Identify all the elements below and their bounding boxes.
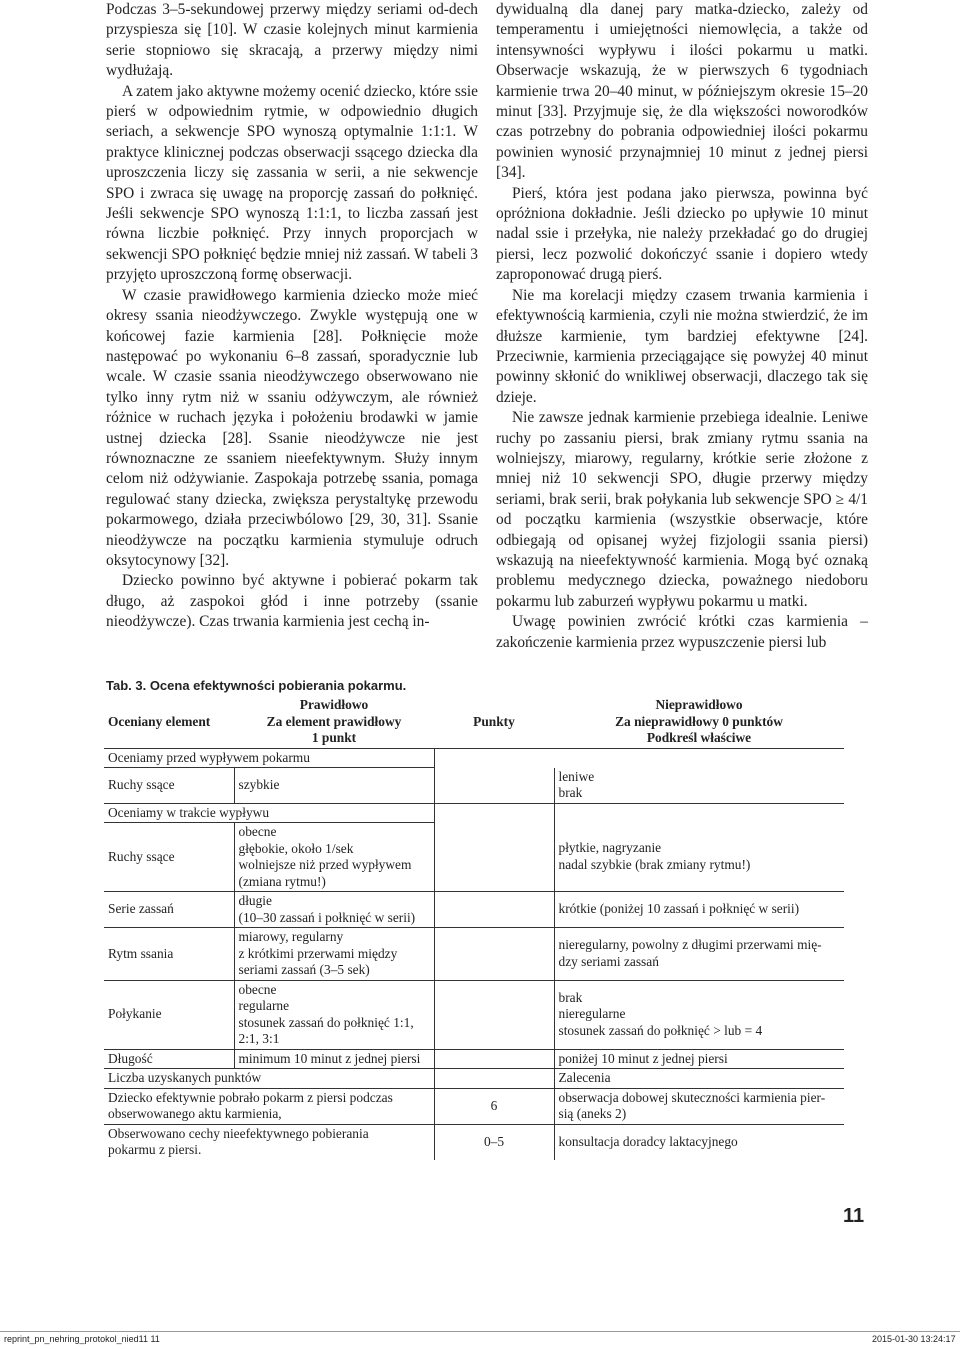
row-element: Długość	[104, 1049, 234, 1069]
paragraph: W czasie prawidłowego karmienia dziecko może mieć okresy ssania nieodżywczego. Zwykle występują one w końcowej fazie karmienia [28]. Połknięcie może następować po wykonaniu 6–8 zassań, sporadycznie lub wcale. W czasie ssania nieodżywczego obserwowano nie tylko inny rytm niż w ssaniu odżywczym, ale również różnice w ruchach języka i położeniu brodawki w jamie ustnej dziecka [28]. Ssanie nieodżywcze nie jest równoznaczne ze ssaniem nieefektywnym. Służy innym celom niż odżywianie. Zaspokaja potrzebę ssania, pomaga regulować stany dziecka, zwiększa perystaltykę przewodu pokarmowego, działa przeciwbólowo [29, 30, 31]. Ssanie nieodżywcze na początku karmienia stymuluje odruch oksytocynowy [32].	[106, 286, 478, 569]
recommendation-label: Zalecenia	[558, 1070, 611, 1085]
table-row	[104, 1049, 844, 1069]
outcome-recommendation: obserwacja dobowej skuteczności karmienia pier- sią (aneks 2)	[558, 1089, 826, 1121]
outcome-row	[104, 1088, 844, 1124]
row-incorrect: nieregularny, powolny z długimi przerwami mię- dzy seriami zassań	[558, 937, 822, 969]
row-correct: długie (10–30 zassań i połknięć w serii)	[234, 892, 434, 928]
row-correct: miarowy, regularny z krótkimi przerwami między seriami zassań (3–5 sek)	[234, 928, 434, 981]
paragraph: Uwagę powinien zwrócić krótki czas karmienia – zakończenie karmienia przez wypuszczenie piersi lub	[496, 613, 868, 651]
outcome-text: Obserwowano cechy nieefektywnego pobierania pokarmu z piersi.	[104, 1124, 434, 1160]
paragraph: Nie zawsze jednak karmienie przebiega idealnie. Leniwe ruchy po zassaniu piersi, brak zmiany rytmu ssania na wolniejszy, miarowy, regularny, krótkie serie złożone z mniej niż 10 sekwencji SPO, długie przerwy między seriami, brak serii, brak połykania lub sekwencje SPO ≥ 4/1 od początku karmienia (wszystkie obserwacje, które odbiegają od opisanej wyżej fizjologii ssania piersi) wskazują na nieefektywność karmienia. Mogą być oznaką problemu medycznego dziecka, poważnego niedoboru pokarmu lub zaburzeń wypływu pokarmu u matki.	[496, 409, 868, 610]
row-element: Rytm ssania	[104, 928, 234, 981]
outcome-points: 6	[434, 1088, 554, 1124]
left-text-column	[106, 0, 478, 633]
outcome-row	[104, 1124, 844, 1160]
paragraph: dywidualną dla danej pary matka-dziecko, zależy od temperamentu i umiejętności niemowlęcia, a także od intensywności wypływu i ilości pokarmu u matki. Obserwacje wskazują, że w pierwszych 6 tygodniach karmienie trwa 20–40 minut, w późniejszym okresie 15–20 minut [33]. Przyjmuje się, że dla większości noworodków czas potrzebny do pobrania odpowiedniej ilości pokarmu powinien wynosić przynajmniej 10 minut z jednej piersi [34].	[496, 1, 868, 182]
footer-divider	[0, 1331, 960, 1332]
header-element: Oceniany element	[108, 713, 211, 729]
header-points: Punkty	[473, 713, 515, 729]
row-incorrect: krótkie (poniżej 10 zassań i połknięć w serii)	[558, 901, 800, 917]
outcome-recommendation: konsultacja doradcy laktacyjnego	[558, 1133, 738, 1149]
right-text-column	[496, 0, 868, 653]
evaluation-table	[104, 696, 844, 1160]
score-header-row	[104, 1069, 844, 1089]
table-row	[104, 823, 844, 892]
row-incorrect: brak nieregularne stosunek zassań do połknięć > lub = 4	[558, 989, 763, 1038]
section-row	[104, 803, 844, 823]
header-correct: Prawidłowo Za element prawidłowy 1 punkt	[266, 697, 402, 745]
table-row	[104, 928, 844, 981]
row-correct: szybkie	[234, 768, 434, 804]
table-row	[104, 980, 844, 1049]
footer-timestamp: 2015-01-30 13:24:17	[872, 1334, 956, 1344]
row-incorrect: leniwe brak	[558, 768, 595, 800]
outcome-points: 0–5	[434, 1124, 554, 1160]
paragraph: Nie ma korelacji między czasem trwania karmienia i efektywnością karmienia, czyli nie można stwierdzić, że im dłuższe karmienie, tym bardziej efektywne [24]. Przeciwnie, karmienia przeciągające się powyżej 40 minut powinny skłonić do wnikliwej obserwacji, dlaczego tak się dzieje.	[496, 286, 868, 406]
section-before-label: Oceniamy przed wypływem pokarmu	[104, 748, 434, 768]
section-row	[104, 748, 844, 768]
paragraph: Pierś, która jest podana jako pierwsza, powinna być opróżniona dokładnie. Jeśli dziecko po upływie 10 minut nadal ssie i przełyka, nie należy przekładać go do drugiej piersi, lecz pozwolić dokończyć ssanie i dopiero wtedy zaproponować drugą pierś.	[496, 184, 868, 284]
paragraph: Podczas 3–5-sekundowej przerwy między seriami od-dech przyspiesza się [10]. W czasie kolejnych minut karmienia serie stopniowo się skracają, a przerwy między nimi wydłużają.	[106, 1, 478, 80]
table-header-row	[104, 696, 844, 748]
outcome-text: Dziecko efektywnie pobrało pokarm z piersi podczas obserwowanego aktu karmienia,	[104, 1088, 434, 1124]
header-incorrect: Nieprawidłowo Za nieprawidłowy 0 punktów Podkreśl właściwe	[615, 697, 783, 745]
row-correct: minimum 10 minut z jednej piersi	[234, 1049, 434, 1069]
row-element: Ruchy ssące	[104, 768, 234, 804]
footer-filename: reprint_pn_nehring_protokol_nied11 11	[4, 1334, 160, 1344]
paragraph: Dziecko powinno być aktywne i pobierać pokarm tak długo, aż zaspokoi głód i inne potrzeby (ssanie nieodżywcze). Czas trwania karmienia jest cechą in-	[106, 572, 478, 631]
table-row	[104, 768, 844, 804]
paragraph: A zatem jako aktywne możemy ocenić dziecko, które ssie pierś w odpowiednim rytmie, w odpowiednio długich seriach, a sekwencje SPO wynoszą optymalnie 1:1:1. W praktyce klinicznej podczas obserwacji ssącego dziecka dla uproszczenia liczy się zassania w serii, a nie sekwencje SPO i zwraca się uwagę na proporcję zassań do połknięć. Jeśli sekwencje SPO wynoszą 1:1:1, to liczba zassań jest równa liczbie połknięć. Przy innych proporcjach w sekwencji SPO połknięć będzie mniej niż zassań. W tabeli 3 przyjęto uproszczoną formę obserwacji.	[106, 82, 478, 284]
row-correct: obecne głębokie, około 1/sek wolniejsze niż przed wypływem (zmiana rytmu!)	[234, 823, 434, 892]
row-element: Serie zassań	[104, 892, 234, 928]
row-element: Połykanie	[104, 980, 234, 1049]
row-element: Ruchy ssące	[104, 823, 234, 892]
section-during-label: Oceniamy w trakcie wypływu	[104, 803, 434, 823]
page-number: 11	[843, 1205, 865, 1227]
row-incorrect: płytkie, nagryzanie nadal szybkie (brak zmiany rytmu!)	[558, 840, 751, 872]
score-label: Liczba uzyskanych punktów	[104, 1069, 434, 1089]
table-row	[104, 892, 844, 928]
row-correct: obecne regularne stosunek zassań do połknięć 1:1, 2:1, 3:1	[234, 980, 434, 1049]
row-incorrect: poniżej 10 minut z jednej piersi	[558, 1050, 728, 1066]
table-caption: Tab. 3. Ocena efektywności pobierania pokarmu.	[106, 678, 407, 693]
